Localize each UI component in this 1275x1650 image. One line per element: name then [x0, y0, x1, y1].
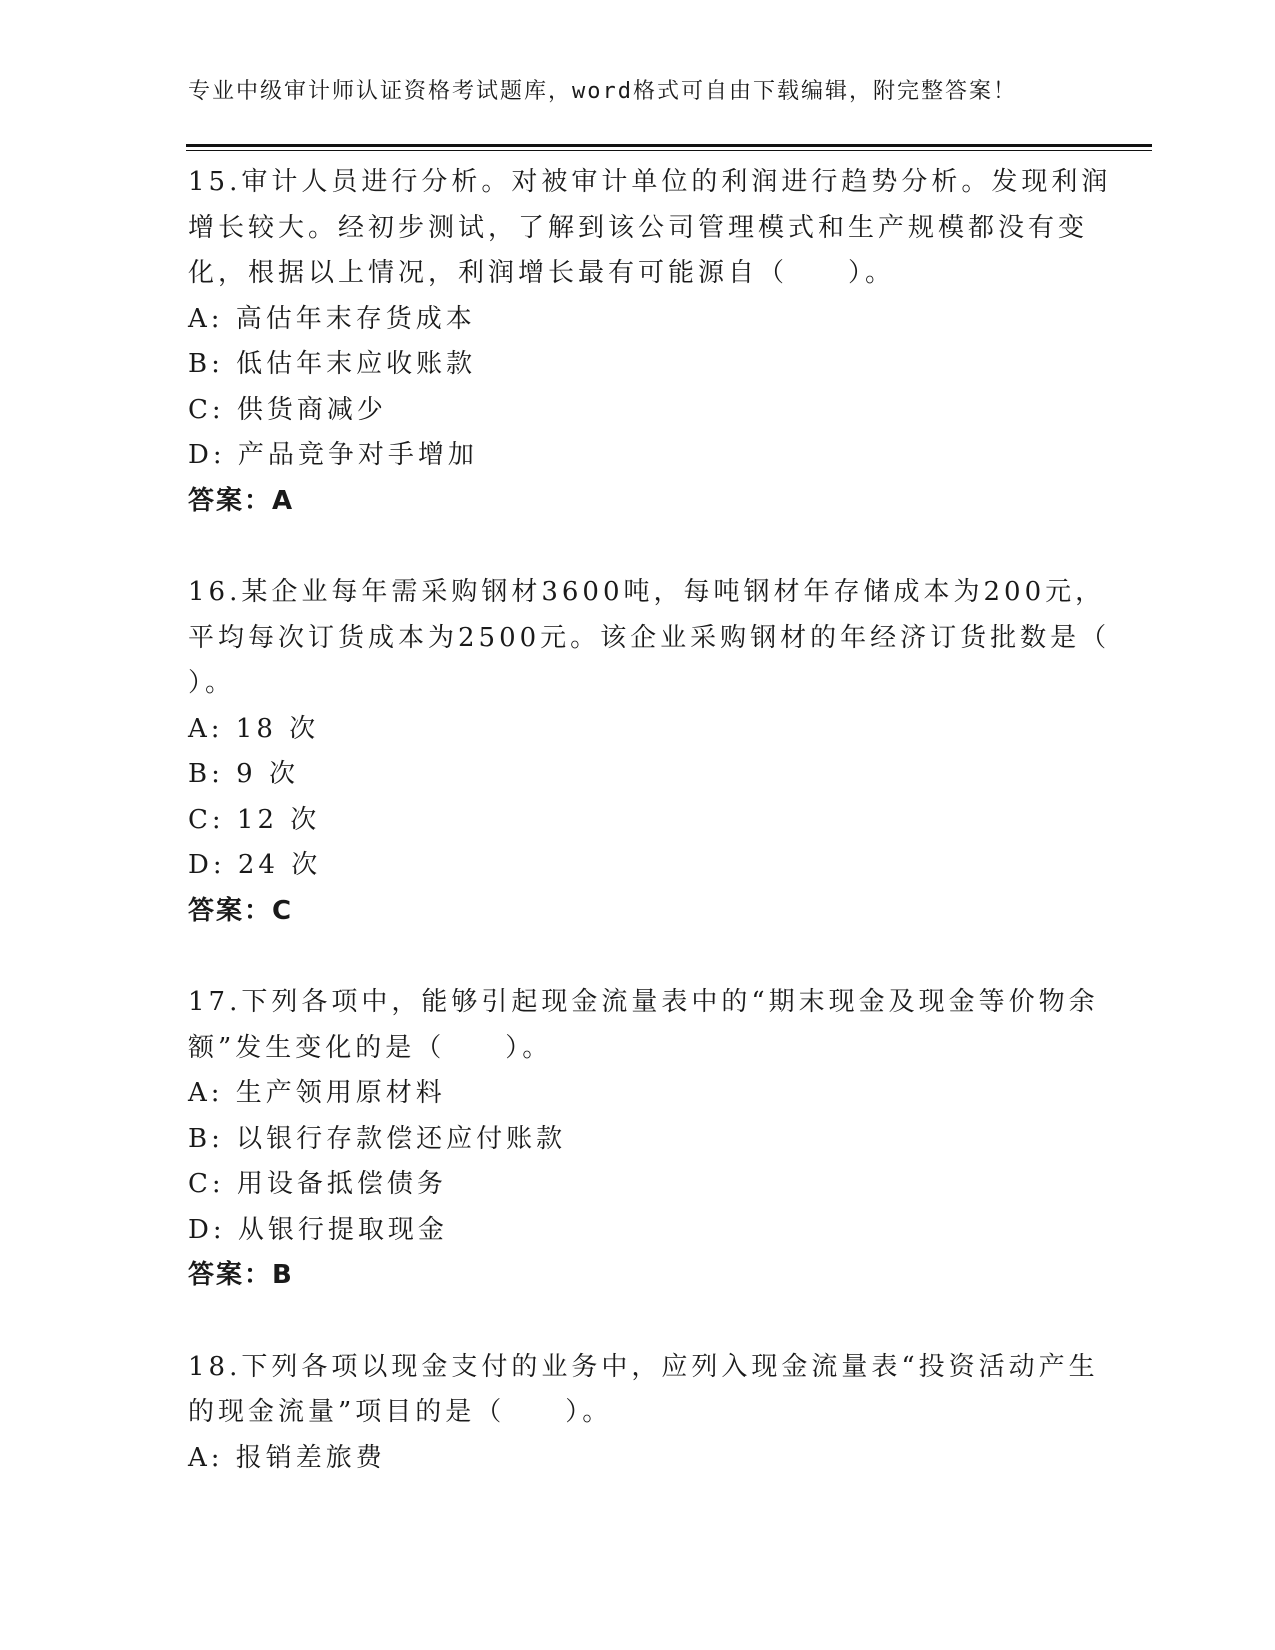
question-stem-line: ）。 — [188, 668, 236, 698]
question-stem-line: 化，根据以上情况，利润增长最有可能源自（ ）。 — [188, 258, 896, 288]
page-header: 专业中级审计师认证资格考试题库，word格式可自由下载编辑，附完整答案！ — [188, 79, 1017, 104]
question-stem-line: 平均每次订货成本为2500元。该企业采购钢材的年经济订货批数是（ — [188, 622, 1111, 653]
option-a: A: 生产领用原材料 — [188, 1078, 446, 1108]
option-d: D: 24 次 — [188, 850, 322, 880]
answer-label: 答案：B — [188, 1260, 294, 1290]
question-18 — [188, 1345, 1099, 1482]
option-c: C: 用设备抵偿债务 — [188, 1169, 447, 1199]
option-d: D: 产品竞争对手增加 — [188, 440, 478, 470]
question-stem-line: 额”发生变化的是（ ）。 — [188, 1032, 553, 1063]
question-17 — [188, 980, 1099, 1299]
option-c: C: 12 次 — [188, 804, 321, 835]
header-rule-thick — [186, 144, 1152, 147]
question-stem-line: 18.下列各项以现金支付的业务中，应列入现金流量表“投资活动产生 — [188, 1351, 1099, 1382]
question-15 — [188, 160, 1112, 524]
question-stem-line: 17.下列各项中，能够引起现金流量表中的“期末现金及现金等价物余 — [188, 987, 1099, 1017]
option-b: B: 以银行存款偿还应付账款 — [188, 1123, 567, 1154]
option-a: A: 高估年末存货成本 — [188, 303, 476, 334]
question-stem-line: 15.审计人员进行分析。对被审计单位的利润进行趋势分析。发现利润 — [188, 167, 1112, 197]
option-c: C: 供货商减少 — [188, 394, 387, 425]
question-16 — [188, 570, 1111, 934]
question-stem-line: 的现金流量”项目的是（ ）。 — [188, 1397, 613, 1427]
option-b: B: 低估年末应收账款 — [188, 349, 477, 379]
answer-label: 答案：A — [188, 485, 295, 516]
header-rule-thin — [186, 150, 1152, 151]
question-list — [188, 160, 1112, 1527]
answer-label: 答案：C — [188, 895, 294, 926]
option-d: D: 从银行提取现金 — [188, 1214, 448, 1245]
question-stem-line: 16.某企业每年需采购钢材3600吨，每吨钢材年存储成本为200元， — [188, 577, 1106, 607]
question-stem-line: 增长较大。经初步测试，了解到该公司管理模式和生产规模都没有变 — [188, 212, 1089, 243]
option-a: A: 报销差旅费 — [188, 1442, 386, 1473]
option-b: B: 9 次 — [188, 759, 299, 789]
option-a: A: 18 次 — [188, 713, 320, 744]
